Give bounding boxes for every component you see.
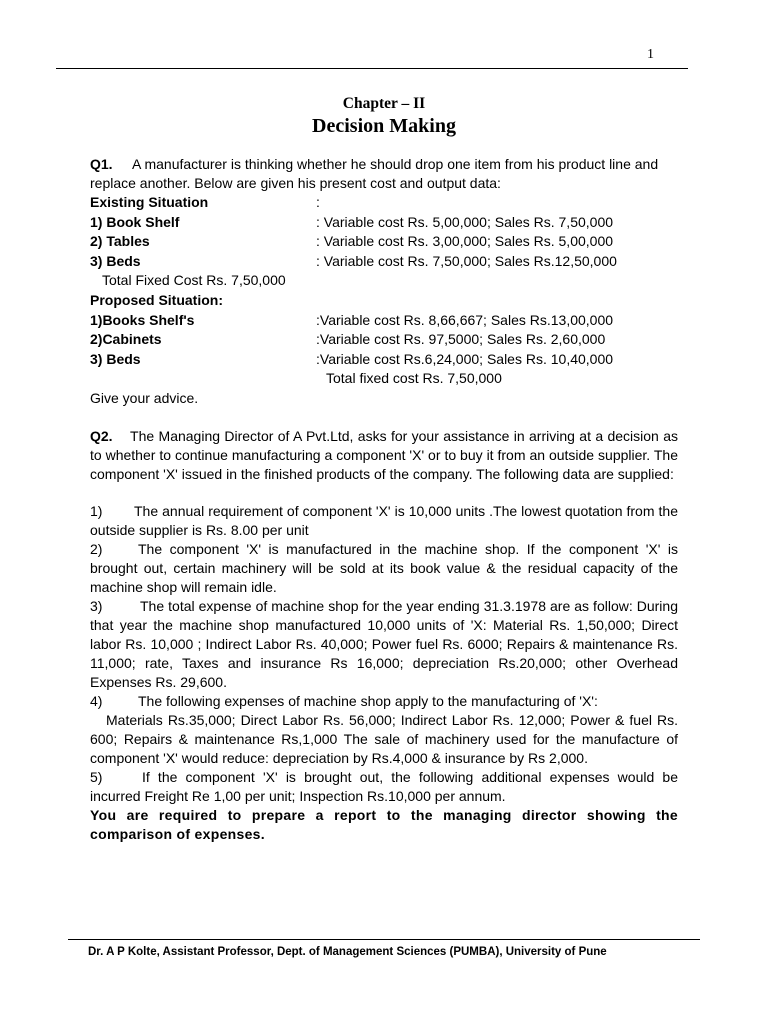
q2-item-number: 3) [90, 597, 103, 614]
q2-label: Q2. [90, 427, 113, 444]
existing-value: : Variable cost Rs. 7,50,000; Sales Rs.12,50,000 [316, 252, 617, 269]
q2-item-number: 5) [90, 768, 103, 785]
existing-label: 1) Book Shelf [90, 213, 180, 230]
q2-item-number: 1) [90, 502, 103, 519]
proposed-row [90, 350, 678, 370]
proposed-value: :Variable cost Rs. 8,66,667; Sales Rs.13,00,000 [316, 311, 614, 328]
document-body [90, 155, 678, 844]
page-number: 1 [647, 47, 654, 62]
existing-heading: Existing Situation [90, 194, 209, 210]
q2-item-number: 2) [90, 540, 103, 557]
q2-item [90, 768, 678, 806]
q1-intro [90, 155, 678, 193]
proposed-label: 2)Cabinets [90, 331, 162, 348]
existing-value: : Variable cost Rs. 3,00,000; Sales Rs. 5,00,000 [316, 233, 614, 250]
existing-label: 3) Beds [90, 252, 141, 269]
q2-intro-text: The Managing Director of A Pvt.Ltd, asks for your assistance in arriving at a decision as to whether to continue manufacturing a component 'X' or to buy it from an outside supplier. The component 'X' issued in the finished products of the company. The following data are supplied: [90, 427, 678, 482]
proposed-row [90, 311, 678, 331]
q2-item [90, 502, 678, 540]
proposed-heading: Proposed Situation: [90, 291, 223, 308]
q2-item [90, 540, 678, 597]
q2-item4-detail: Materials Rs.35,000; Direct Labor Rs. 56,000; Indirect Labor Rs. 12,000; Power & fuel Rs. 600; Repairs & maintenance Rs,1,000 The sale of machinery used for the manufacture of component 'X' would reduce: depreciation by Rs.4,000 & insurance by Rs 2,000. [90, 711, 678, 766]
proposed-value: :Variable cost Rs.6,24,000; Sales Rs. 10,40,000 [316, 350, 614, 367]
q2-item-text: The annual requirement of component 'X' is 10,000 units .The lowest quotation from the outside supplier is Rs. 8.00 per unit [90, 502, 678, 538]
q1-label: Q1. [90, 156, 113, 172]
q2-item [90, 597, 678, 692]
existing-row [90, 213, 678, 233]
existing-colon: : [316, 194, 320, 210]
footer-text: Dr. A P Kolte, Assistant Professor, Dept. of Management Sciences (PUMBA), University of Pune [88, 946, 607, 958]
existing-heading-row [90, 193, 678, 213]
existing-row [90, 232, 678, 252]
q2-item-text: The component 'X' is manufactured in the machine shop. If the component 'X' is brought out, certain machinery will be sold at its book value & the residual capacity of the machine shop will remain idle. [90, 540, 678, 595]
proposed-value: :Variable cost Rs. 97,5000; Sales Rs. 2,60,000 [316, 331, 606, 348]
q2-item-text: The following expenses of machine shop apply to the manufacturing of 'X': [138, 692, 598, 709]
existing-value: : Variable cost Rs. 5,00,000; Sales Rs. 7,50,000 [316, 213, 614, 230]
header-rule [56, 68, 688, 69]
q2-item-text: If the component 'X' is brought out, the following additional expenses would be incurred Freight Re 1,00 per unit; Inspection Rs.10,000 per annum. [90, 768, 678, 804]
q2-requirement: You are required to prepare a report to the managing director showing the comparison of expenses. [90, 806, 678, 842]
chapter-heading: Chapter – II [342, 95, 426, 112]
proposed-label: 1)Books Shelf's [90, 311, 195, 328]
q2-item-text: The total expense of machine shop for the year ending 31.3.1978 are as follow: During that year the machine shop manufactured 10,000 units of 'X: Material Rs. 1,50,000; Direct labor Rs. 10,000 ; Indirect Labor Rs. 40,000; Power fuel Rs. 6000; Repairs & maintenance Rs. 11,000; rate, Taxes and insurance Rs 16,000; depreciation Rs.20,000; other Overhead Expenses Rs. 29,600. [90, 597, 678, 690]
existing-row [90, 252, 678, 272]
q1-intro-text: A manufacturer is thinking whether he should drop one item from his product line and replace another. Below are given his present cost and output data: [90, 156, 659, 191]
q2-item [90, 692, 678, 711]
proposed-fixed-cost: Total fixed cost Rs. 7,50,000 [326, 370, 502, 387]
existing-fixed-cost: Total Fixed Cost Rs. 7,50,000 [102, 272, 286, 289]
q1-closing: Give your advice. [90, 389, 199, 406]
q2-intro [90, 427, 678, 484]
page-title: Decision Making [312, 115, 456, 137]
footer-rule [68, 939, 700, 940]
proposed-row [90, 330, 678, 350]
existing-label: 2) Tables [90, 233, 150, 250]
proposed-label: 3) Beds [90, 350, 141, 367]
q2-item-number: 4) [90, 692, 103, 709]
